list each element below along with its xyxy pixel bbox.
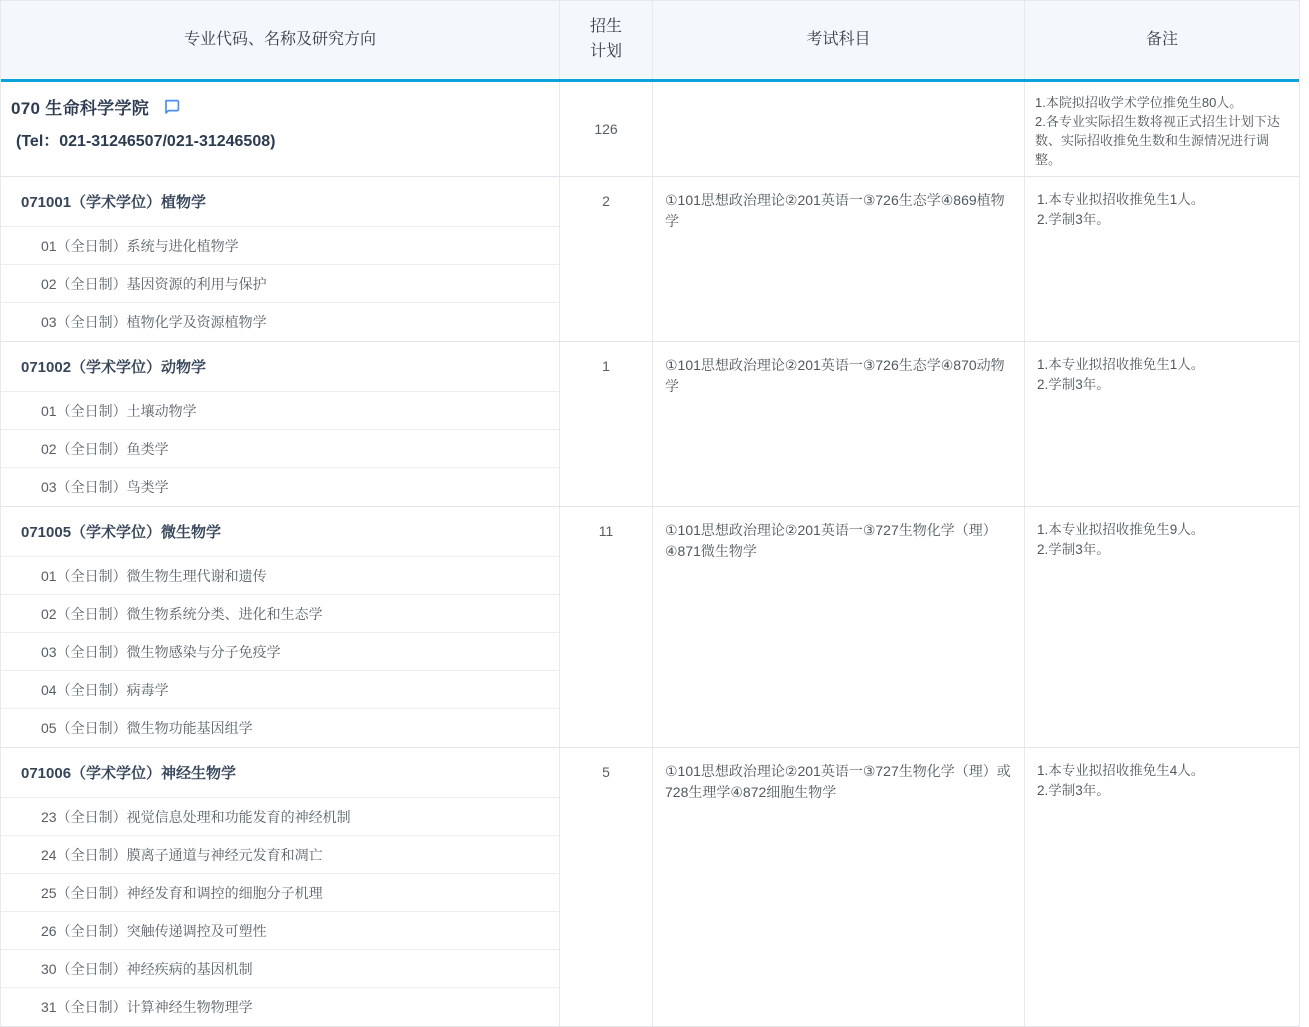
exam-subjects: ①101思想政治理论②201英语一③727生物化学（理）④871微生物学	[653, 507, 1025, 747]
plan-count: 1	[560, 342, 653, 506]
direction-row: 01（全日制）系统与进化植物学	[1, 227, 559, 265]
major-group	[1, 507, 1299, 748]
major-cell	[1, 342, 560, 506]
exam-subjects-empty	[653, 82, 1025, 176]
major-cell	[1, 177, 560, 341]
major-title: 071001（学术学位）植物学	[1, 177, 559, 227]
direction-row: 03（全日制）微生物感染与分子免疫学	[1, 633, 559, 671]
major-group	[1, 177, 1299, 342]
major-title: 071002（学术学位）动物学	[1, 342, 559, 392]
note-line: 2.学制3年。	[1037, 542, 1110, 557]
note-line: 1.本专业拟招收推免生1人。	[1037, 357, 1205, 372]
notes-cell	[1025, 507, 1299, 747]
note-line: 1.本院拟招收学术学位推免生80人。	[1035, 95, 1243, 110]
college-title: 070 生命科学学院	[11, 99, 150, 118]
direction-row: 03（全日制）鸟类学	[41, 479, 169, 495]
note-line: 1.本专业拟招收推免生1人。	[1037, 192, 1205, 207]
plan-count: 2	[560, 177, 653, 341]
plan-count: 11	[560, 507, 653, 747]
major-cell	[1, 748, 560, 1026]
direction-row: 04（全日制）病毒学	[1, 671, 559, 709]
major-cell	[1, 507, 560, 747]
direction-row: 02（全日制）基因资源的利用与保护	[1, 265, 559, 303]
direction-row: 31（全日制）计算神经生物物理学	[41, 999, 253, 1015]
header-exam-column: 考试科目	[653, 1, 1025, 79]
note-line: 2.各专业实际招生数将视正式招生计划下达数、实际招收推免生数和生源情况进行调整。	[1035, 114, 1280, 167]
table-header	[1, 0, 1299, 82]
plan-count: 5	[560, 748, 653, 1026]
note-line: 1.本专业拟招收推免生9人。	[1037, 522, 1205, 537]
exam-subjects: ①101思想政治理论②201英语一③726生态学④870动物学	[653, 342, 1025, 506]
direction-row: 30（全日制）神经疾病的基因机制	[1, 950, 559, 988]
direction-row: 05（全日制）微生物功能基因组学	[41, 720, 253, 736]
note-line: 1.本专业拟招收推免生4人。	[1037, 763, 1205, 778]
major-group	[1, 748, 1299, 1027]
notes-cell	[1025, 748, 1299, 1026]
plan-count: 126	[560, 82, 653, 176]
major-title: 071005（学术学位）微生物学	[1, 507, 559, 557]
header-plan-column	[560, 1, 653, 79]
notes-cell	[1025, 177, 1299, 341]
note-line: 2.学制3年。	[1037, 783, 1110, 798]
direction-row: 03（全日制）植物化学及资源植物学	[41, 314, 267, 330]
direction-row: 01（全日制）土壤动物学	[1, 392, 559, 430]
direction-row: 02（全日制）微生物系统分类、进化和生态学	[1, 595, 559, 633]
direction-row: 02（全日制）鱼类学	[1, 430, 559, 468]
major-group	[1, 342, 1299, 507]
college-cell	[1, 82, 560, 176]
comment-icon[interactable]	[163, 99, 180, 115]
direction-row: 01（全日制）微生物生理代谢和遗传	[1, 557, 559, 595]
header-plan-line1: 招生	[589, 18, 622, 36]
note-line: 2.学制3年。	[1037, 212, 1110, 227]
notes-cell	[1025, 82, 1299, 176]
direction-row: 24（全日制）膜离子通道与神经元发育和凋亡	[1, 836, 559, 874]
header-note-column: 备注	[1145, 30, 1178, 48]
direction-row: 25（全日制）神经发育和调控的细胞分子机理	[1, 874, 559, 912]
exam-subjects: ①101思想政治理论②201英语一③727生物化学（理）或728生理学④872细胞生物学	[653, 748, 1025, 1026]
exam-subjects: ①101思想政治理论②201英语一③726生态学④869植物学	[653, 177, 1025, 341]
header-major-column: 专业代码、名称及研究方向	[1, 1, 560, 79]
header-plan-line2: 计划	[589, 43, 622, 60]
note-line: 2.学制3年。	[1037, 377, 1110, 392]
notes-cell	[1025, 342, 1299, 506]
college-row	[1, 82, 1299, 177]
college-tel: (Tel：021-31246507/021-31246508)	[16, 133, 276, 150]
direction-row: 23（全日制）视觉信息处理和功能发育的神经机制	[1, 798, 559, 836]
direction-row: 26（全日制）突触传递调控及可塑性	[1, 912, 559, 950]
major-title: 071006（学术学位）神经生物学	[1, 748, 559, 798]
